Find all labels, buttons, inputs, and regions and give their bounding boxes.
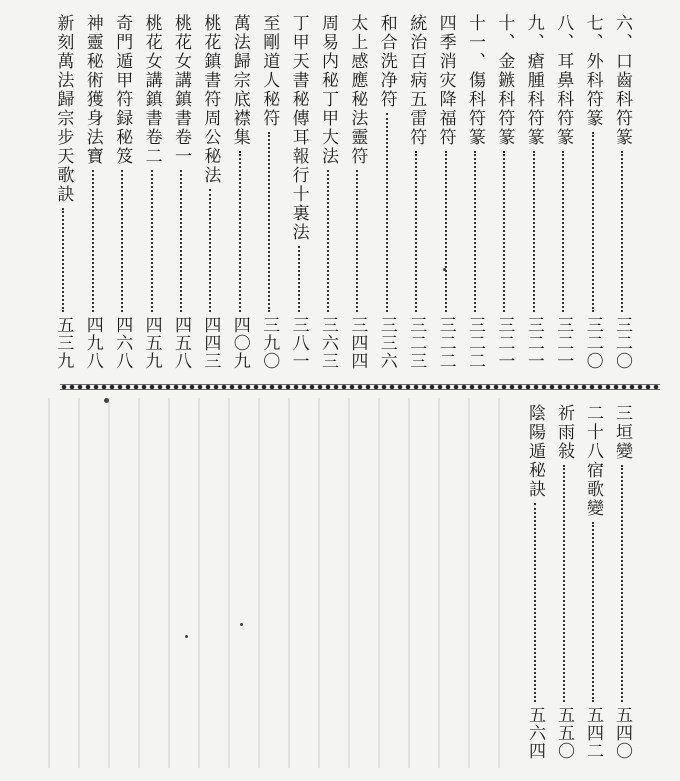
toc-entry [315,14,341,370]
toc-entry [344,14,370,370]
entry-title: 七、外科符篆 [582,14,603,128]
toc-entry [580,14,606,370]
entry-title: 太上感應秘法靈符 [347,14,368,166]
toc-entry [609,404,635,760]
entry-title: 神靈秘術獲身法寶 [82,14,103,166]
dot-leader [298,246,300,312]
dot-leader [621,465,623,702]
dot-leader [592,522,594,702]
entry-title: 十一、傷科符篆 [465,14,485,147]
entry-page-number: 四五八 [171,316,191,370]
dot-leader [209,189,211,312]
toc-entry [139,14,165,370]
dot-leader [327,170,329,312]
dot-leader [151,170,153,312]
toc-entry [227,14,253,370]
toc-entry [109,14,135,370]
entry-page-number: 三九〇 [259,316,280,370]
dot-leader [239,151,241,312]
entry-page-number: 四九八 [82,316,103,370]
entry-title: 萬法歸宗底襟集 [229,14,250,147]
toc-entry [80,14,106,370]
toc-entry [168,14,194,370]
entry-title: 六、口齒科符篆 [612,14,632,147]
dot-leader [533,151,535,312]
entry-title: 祈雨敍 [554,404,574,461]
entry-title: 桃花女講鎮書卷二 [141,14,162,166]
toc-entry [522,404,548,760]
entry-page-number: 三二一 [523,316,544,370]
entry-page-number: 四四三 [200,316,221,370]
entry-title: 奇門遁甲符録秘笈 [112,14,133,166]
dot-leader [92,170,94,312]
entry-page-number: 三二二 [435,316,456,370]
toc-entry [609,14,635,370]
toc-entry [286,14,312,370]
dot-leader [503,151,505,312]
entry-title: 和合洗净符 [376,14,397,109]
entry-page-number: 四〇九 [229,316,250,370]
entry-page-number: 五五〇 [554,706,574,760]
toc-entry [550,14,576,370]
toc-entry [50,14,76,370]
ink-speck [240,623,243,626]
entry-title: 桃花鎮書符周公秘法 [200,14,221,185]
toc-entry [580,404,606,760]
toc-entry [197,14,223,370]
entry-page-number: 五四〇 [612,706,632,760]
ink-speck [443,268,446,271]
entry-page-number: 四五九 [141,316,162,370]
entry-title: 四季消灾降福符 [435,14,456,147]
entry-title: 三垣變 [612,404,632,461]
entry-page-number: 三三六 [376,316,397,370]
entry-title: 至剛道人秘符 [259,14,280,128]
entry-title: 二十八宿歌變 [583,404,603,518]
entry-page-number: 五六四 [525,706,545,760]
entry-page-number: 三二〇 [612,316,632,370]
entry-title: 周易内秘丁甲大法 [318,14,338,166]
toc-entry [374,14,400,370]
dot-leader [121,170,123,312]
entry-title: 桃花女講鎮書卷一 [171,14,191,166]
toc-entry [521,14,547,370]
entry-page-number: 五三九 [53,316,74,370]
dot-leader [621,151,623,312]
dot-leader [268,132,270,312]
toc-entry [551,404,577,760]
section-divider [60,383,660,391]
dot-leader [445,151,447,312]
dot-leader [62,208,64,312]
entry-title: 統治百病五雷符 [406,14,427,147]
entry-title: 新刻萬法歸宗步天歌訣 [53,14,74,204]
dot-leader [386,113,388,312]
entry-page-number: 四六八 [112,316,133,370]
ink-speck [104,398,109,403]
dot-leader [534,503,536,702]
toc-entry [403,14,429,370]
entry-title: 陰陽遁秘訣 [525,404,545,499]
entry-page-number: 三八一 [288,316,309,370]
entry-page-number: 三二〇 [582,316,603,370]
dot-leader [415,151,417,312]
entry-page-number: 三六三 [318,316,338,370]
dot-leader [180,170,182,312]
toc-entry [462,14,488,370]
entry-page-number: 三二二 [465,316,485,370]
entry-title: 十、金鏃科符篆 [494,14,515,147]
bleed-through-text [30,398,520,768]
toc-entry [433,14,459,370]
dot-leader [474,151,476,312]
entry-page-number: 五四二 [583,706,603,760]
dot-leader [563,465,565,702]
toc-entry [256,14,282,370]
entry-title: 八、耳鼻科符篆 [553,14,574,147]
entry-page-number: 三二一 [553,316,574,370]
entry-page-number: 三四四 [347,316,368,370]
entry-title: 九、瘡腫科符篆 [523,14,544,147]
entry-page-number: 三二一 [494,316,515,370]
toc-entry [491,14,517,370]
dot-leader [562,151,564,312]
ink-speck [185,635,188,638]
entry-page-number: 三二三 [406,316,427,370]
dot-leader [592,132,594,312]
dot-leader [356,170,358,312]
entry-title: 丁甲天書秘傳耳報行十裏法 [288,14,309,242]
